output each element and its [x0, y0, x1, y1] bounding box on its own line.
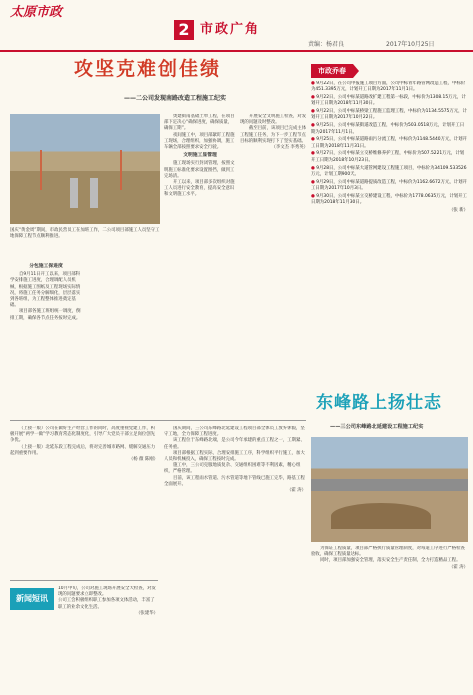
masthead-divider [0, 50, 473, 52]
news-brief-badge: 新闻短讯 [10, 588, 54, 610]
sidebar-badge: 市政乔春 [311, 64, 353, 78]
article-paragraph: （上接一版）公司在做好生产经营工作的同时，高度重视党建工作，积极开展“两学一做”学习教育常态化制度化，引导广大党员干部立足岗位创先争优。 [10, 426, 156, 444]
lead-subhead: 分包施工保进度 [29, 264, 63, 269]
lead-column-2 [164, 114, 236, 414]
pier-shape [70, 178, 78, 208]
lead-paragraph: 开展安全文明施工检查，对发现的问题及时整改。 [240, 114, 307, 126]
lead-column-1 [10, 262, 82, 417]
section-title: 市政广角 [200, 22, 261, 37]
article-paragraph: 公司工会积极组织职工参加各项文体活动，丰富了职工的业余文化生活。 [58, 598, 155, 610]
newspaper-logo: 太原市政 [10, 5, 63, 20]
list-item: ● 9月29日，公司中标某道路提质改造工程，中标价为1162.6672万元，计划开工日期为2017年10月3日。 [311, 179, 467, 191]
pier-shape [90, 178, 98, 208]
list-item: ● 9月25日，公司中标某街道改造工程，中标价为503.0518万元，计划开工日期为2017年11月1日。 [311, 123, 465, 135]
lead-headline: 攻坚克难创佳绩 [74, 58, 222, 80]
byline: （杨 薇 陈刚） [128, 457, 158, 463]
byline: （张 新） [449, 207, 468, 213]
road-construction-photo [311, 437, 468, 542]
section-divider [10, 420, 306, 421]
lead-paragraph: 自9月11日开工以来，项目部科学安排施工进度，合理调配人员机械，根据施工图纸及工程现场实际情况，将施工任务分解细化，层层落实到各班组，为工程整体推进奠定基础。 [10, 272, 81, 309]
article-paragraph: （上接一版）北延东段工程完成后，将对完善城市路网、缓解交通压力起到重要作用。 [10, 444, 156, 456]
lead-paragraph: 奥建街南基础土单工程，在项目部下定决心“确保进度，确保质量，确保工期”。 [164, 114, 235, 132]
lead-subheadline: ——二公司发现南路改造工程施工纪实 [124, 95, 227, 102]
construction-site-photo [10, 114, 160, 224]
masthead [0, 0, 473, 40]
second-story-column-2 [311, 546, 468, 688]
list-item: ● 9月30日，公司中标某立交桥建设工程，中标价为1778.0635万元，计划开工日期为2018年11月30日。 [311, 193, 467, 206]
page-number: 2 [174, 20, 194, 40]
article-paragraph: 施工中，三公司克服地质复杂、交通组织困难等不利因素，精心组织，严格管理。 [164, 463, 301, 475]
byline: （霍 涛） [287, 488, 306, 494]
lead-paragraph: 项目部各施工班组统一调度，倒排工期，确保各节点任务按时完成。 [10, 309, 81, 321]
editor-credit: 责编：杨君良 [308, 41, 345, 48]
crane-shape [120, 150, 122, 190]
byline: （张建华） [136, 610, 158, 616]
article-paragraph: 目前，该工程雨水管道、污水管道等地下管线已施工完毕，路基工程全面展开。 [164, 475, 305, 487]
list-item: ● 9月28日，公司中标某大道管网建设工程施工项目，中标价为34109.533526万元，计划工期900天。 [311, 165, 467, 177]
photo-caption: 国庆“黄金周”期间，市政民营员工在加班工作，二公司项目部施工人员坚守工地保障工程节点顺利推进。 [10, 228, 160, 240]
earth-mound-shape [331, 503, 431, 529]
lead-paragraph: 夜间施工中，项目部紧盯工程施工现场，合理组织，加强协调，施工车辆全部按照要求安全行驶。 [164, 132, 235, 151]
lead-paragraph: 开工以来，项目部多次组织对施工人员进行安全教育，提高安全意识和文明施工水平。 [164, 180, 235, 198]
second-subheadline: ——三公司东峰路北延建设工程施工纪实 [330, 424, 424, 430]
article-paragraph: 10月中旬，公司对施工现场开展安全大检查，对发现的问题要求立即整改。 [58, 586, 156, 598]
lead-column-3 [240, 114, 308, 414]
news-brief-body [58, 586, 158, 686]
byline: （霍 涛） [449, 564, 468, 570]
list-item: ● 9月22日，在公司申报施工项目方面，公司中标青年路管网改造工程，中标价为451.3395万元，计划开工日期为2017年11月1日。 [311, 81, 466, 93]
list-item: ● 9月25日，公司中标某道路雨污分流工程，中标价为1148.5440万元，计划开工日期为2018年11月31日。 [311, 137, 467, 149]
byline: （李文杰 李秀英） [271, 145, 308, 151]
list-item: ● 9月22日，公司中标某道路改扩建工程第一标段，中标价为1308.15万元，计划开工日期为2018年11月30日。 [311, 95, 466, 107]
article-paragraph: 同时，项目部加强安全管理，落实安全生产责任制，全力打造精品工程。 [320, 558, 461, 564]
lead-paragraph: 截至目前，该项目已完成主体工程施工任务，为下一步工程节点目标的顺利实现打下了坚实基础。 [240, 126, 307, 144]
section-divider [10, 580, 158, 581]
article-paragraph: 为保证工程质量，项目部严格执行质量管理制度，对每道工序进行严格检查验收，确保工程质量达标。 [311, 546, 465, 558]
article-paragraph: 该工程位于东峰路北端，是公司今年承建的重点工程之一，工期紧、任务重。 [164, 438, 305, 450]
list-item: ● 9月27日，公司中标某立交桥维修养护工程，中标价为507.5221万元，计划开工日期为2018年10月23日。 [311, 151, 465, 163]
issue-date: 2017年10月25日 [386, 41, 435, 48]
article-paragraph: 项目部根据工程实际，合理安排施工工序，科学组织平行施工，加大人员和机械投入，确保工程按时完成。 [164, 450, 305, 463]
list-item: ● 9月22日，公司中标某桥梁工程施工监理工程，中标价为1134.5575万元，计划开工日期为2017年10月22日。 [311, 109, 467, 121]
crane-shape [40, 150, 42, 190]
sidebar-list [311, 81, 468, 393]
lead-subhead: 文明施工显管理 [183, 153, 217, 159]
article-paragraph: 国庆期间，三公司东峰路北延建设工程项目部全体员工放弃休假，坚守工地，全力保障工程进度。 [164, 426, 305, 438]
news-sidebar [311, 64, 468, 394]
lead-paragraph: 施工现场实行封闭管理，按照文明施工标准化要求设置围挡，做到工完场清。 [164, 161, 235, 179]
continued-column [10, 426, 158, 574]
second-story-column-1 [164, 426, 306, 688]
badge-arrow-icon [353, 64, 359, 78]
bridge-deck-shape [311, 479, 468, 491]
second-headline: 东峰路上扬壮志 [316, 393, 442, 413]
